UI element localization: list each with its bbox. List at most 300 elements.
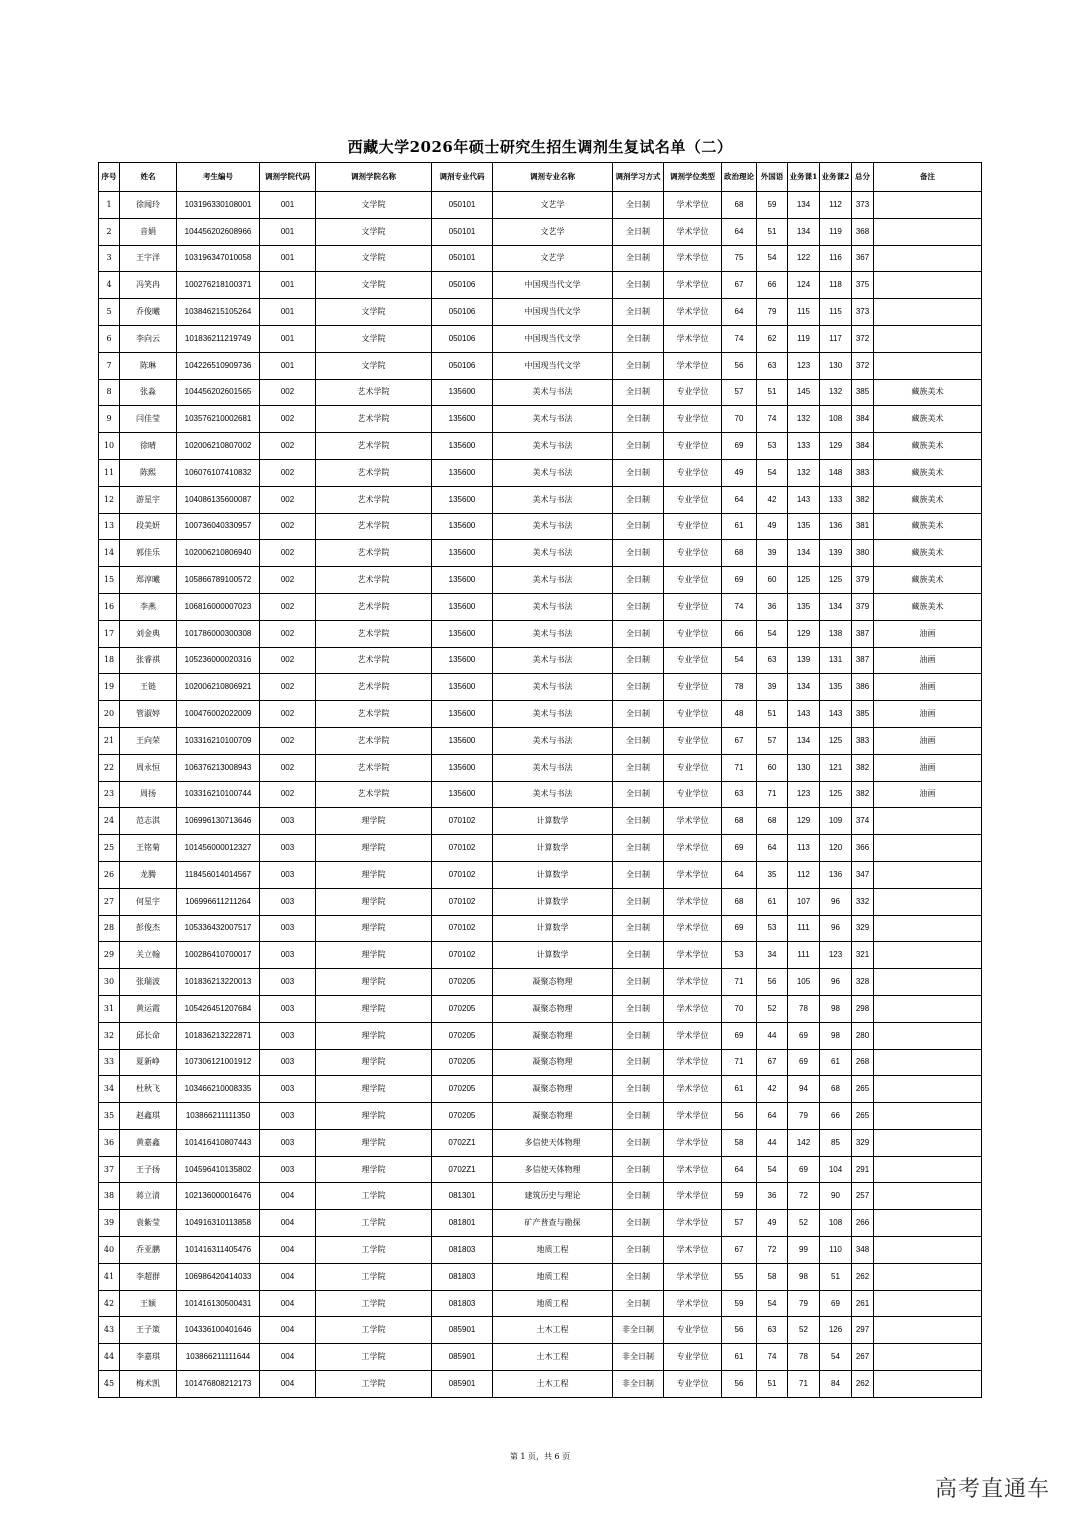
cell-total: 265 bbox=[852, 1076, 874, 1103]
cell-course-1: 134 bbox=[788, 674, 820, 701]
cell-total: 291 bbox=[852, 1156, 874, 1183]
cell-major-name: 凝聚态物理 bbox=[493, 995, 613, 1022]
cell-course-2: 69 bbox=[820, 1290, 852, 1317]
cell-exam-id: 100286410700017 bbox=[177, 942, 260, 969]
cell-study-mode: 全日制 bbox=[613, 406, 664, 433]
cell-foreign-language: 61 bbox=[757, 888, 788, 915]
cell-politics: 75 bbox=[722, 245, 757, 272]
cell-major-name: 美术与书法 bbox=[493, 459, 613, 486]
cell-study-mode: 全日制 bbox=[613, 808, 664, 835]
table-row bbox=[99, 1156, 982, 1183]
cell-exam-id: 105336432007517 bbox=[177, 915, 260, 942]
cell-course-2: 108 bbox=[820, 406, 852, 433]
cell-college-name: 工学院 bbox=[316, 1263, 432, 1290]
cell-remarks bbox=[874, 1156, 982, 1183]
cell-study-mode: 全日制 bbox=[613, 352, 664, 379]
cell-degree-type: 专业学位 bbox=[664, 406, 722, 433]
cell-politics: 74 bbox=[722, 593, 757, 620]
cell-politics: 64 bbox=[722, 1156, 757, 1183]
cell-seq: 28 bbox=[99, 915, 120, 942]
cell-politics: 61 bbox=[722, 513, 757, 540]
cell-remarks bbox=[874, 1263, 982, 1290]
cell-politics: 49 bbox=[722, 459, 757, 486]
cell-study-mode: 非全日制 bbox=[613, 1344, 664, 1371]
cell-total: 332 bbox=[852, 888, 874, 915]
cell-seq: 24 bbox=[99, 808, 120, 835]
cell-major-name: 地质工程 bbox=[493, 1290, 613, 1317]
cell-remarks bbox=[874, 1183, 982, 1210]
cell-major-code: 135600 bbox=[432, 379, 493, 406]
cell-name: 郭佳乐 bbox=[120, 540, 177, 567]
cell-study-mode: 全日制 bbox=[613, 647, 664, 674]
cell-study-mode: 全日制 bbox=[613, 1183, 664, 1210]
cell-total: 297 bbox=[852, 1317, 874, 1344]
cell-foreign-language: 53 bbox=[757, 433, 788, 460]
cell-college-code: 001 bbox=[260, 218, 316, 245]
cell-major-name: 凝聚态物理 bbox=[493, 1103, 613, 1130]
cell-major-code: 070205 bbox=[432, 995, 493, 1022]
cell-major-name: 多信使天体物理 bbox=[493, 1156, 613, 1183]
cell-seq: 35 bbox=[99, 1103, 120, 1130]
cell-degree-type: 专业学位 bbox=[664, 567, 722, 594]
cell-degree-type: 学术学位 bbox=[664, 218, 722, 245]
cell-exam-id: 103316210100709 bbox=[177, 727, 260, 754]
header-college-name: 调剂学院名称 bbox=[316, 163, 432, 192]
cell-exam-id: 101836213222871 bbox=[177, 1022, 260, 1049]
cell-degree-type: 学术学位 bbox=[664, 245, 722, 272]
cell-exam-id: 103846215105264 bbox=[177, 299, 260, 326]
cell-course-2: 143 bbox=[820, 701, 852, 728]
cell-remarks bbox=[874, 192, 982, 219]
cell-politics: 68 bbox=[722, 888, 757, 915]
cell-major-code: 135600 bbox=[432, 593, 493, 620]
table-row bbox=[99, 1210, 982, 1237]
cell-college-name: 艺术学院 bbox=[316, 540, 432, 567]
cell-course-1: 139 bbox=[788, 647, 820, 674]
cell-degree-type: 学术学位 bbox=[664, 1263, 722, 1290]
header-major-name: 调剂专业名称 bbox=[493, 163, 613, 192]
cell-name: 周扬 bbox=[120, 781, 177, 808]
cell-seq: 18 bbox=[99, 647, 120, 674]
cell-total: 382 bbox=[852, 486, 874, 513]
cell-study-mode: 全日制 bbox=[613, 192, 664, 219]
cell-name: 关立翰 bbox=[120, 942, 177, 969]
cell-study-mode: 全日制 bbox=[613, 1049, 664, 1076]
cell-total: 261 bbox=[852, 1290, 874, 1317]
cell-major-name: 凝聚态物理 bbox=[493, 1049, 613, 1076]
cell-total: 384 bbox=[852, 433, 874, 460]
cell-course-1: 134 bbox=[788, 540, 820, 567]
cell-course-2: 85 bbox=[820, 1129, 852, 1156]
cell-exam-id: 102006210807002 bbox=[177, 433, 260, 460]
cell-remarks: 油画 bbox=[874, 647, 982, 674]
cell-study-mode: 全日制 bbox=[613, 567, 664, 594]
cell-degree-type: 学术学位 bbox=[664, 1156, 722, 1183]
cell-seq: 11 bbox=[99, 459, 120, 486]
cell-exam-id: 101836211219749 bbox=[177, 325, 260, 352]
cell-college-name: 艺术学院 bbox=[316, 406, 432, 433]
cell-college-code: 003 bbox=[260, 1049, 316, 1076]
cell-college-code: 003 bbox=[260, 861, 316, 888]
cell-remarks bbox=[874, 995, 982, 1022]
cell-course-1: 129 bbox=[788, 808, 820, 835]
cell-exam-id: 106376213008943 bbox=[177, 754, 260, 781]
cell-total: 374 bbox=[852, 808, 874, 835]
cell-remarks bbox=[874, 942, 982, 969]
cell-course-1: 129 bbox=[788, 620, 820, 647]
cell-degree-type: 专业学位 bbox=[664, 593, 722, 620]
cell-total: 385 bbox=[852, 379, 874, 406]
cell-major-name: 凝聚态物理 bbox=[493, 969, 613, 996]
cell-course-2: 51 bbox=[820, 1263, 852, 1290]
cell-name: 乔亚鹏 bbox=[120, 1237, 177, 1264]
cell-seq: 21 bbox=[99, 727, 120, 754]
cell-study-mode: 全日制 bbox=[613, 1237, 664, 1264]
cell-foreign-language: 74 bbox=[757, 1344, 788, 1371]
cell-college-code: 001 bbox=[260, 299, 316, 326]
cell-degree-type: 学术学位 bbox=[664, 1076, 722, 1103]
cell-politics: 59 bbox=[722, 1290, 757, 1317]
cell-college-code: 001 bbox=[260, 325, 316, 352]
table-row bbox=[99, 1049, 982, 1076]
cell-foreign-language: 39 bbox=[757, 540, 788, 567]
cell-course-1: 99 bbox=[788, 1237, 820, 1264]
cell-major-name: 美术与书法 bbox=[493, 513, 613, 540]
cell-college-name: 艺术学院 bbox=[316, 567, 432, 594]
cell-remarks: 藏族美术 bbox=[874, 486, 982, 513]
cell-remarks bbox=[874, 808, 982, 835]
cell-name: 范志淇 bbox=[120, 808, 177, 835]
table-row bbox=[99, 1076, 982, 1103]
cell-major-code: 0702Z1 bbox=[432, 1156, 493, 1183]
cell-study-mode: 全日制 bbox=[613, 1022, 664, 1049]
cell-college-name: 理学院 bbox=[316, 1129, 432, 1156]
cell-study-mode: 全日制 bbox=[613, 888, 664, 915]
cell-major-code: 135600 bbox=[432, 513, 493, 540]
table-row bbox=[99, 727, 982, 754]
cell-major-name: 文艺学 bbox=[493, 218, 613, 245]
cell-seq: 3 bbox=[99, 245, 120, 272]
cell-degree-type: 专业学位 bbox=[664, 781, 722, 808]
table-row bbox=[99, 299, 982, 326]
cell-college-code: 001 bbox=[260, 245, 316, 272]
cell-seq: 5 bbox=[99, 299, 120, 326]
cell-exam-id: 100476002022009 bbox=[177, 701, 260, 728]
table-row bbox=[99, 245, 982, 272]
cell-exam-id: 106986420414033 bbox=[177, 1263, 260, 1290]
cell-seq: 2 bbox=[99, 218, 120, 245]
cell-course-1: 107 bbox=[788, 888, 820, 915]
cell-major-name: 中国现当代文学 bbox=[493, 325, 613, 352]
cell-name: 黄嘉鑫 bbox=[120, 1129, 177, 1156]
cell-foreign-language: 51 bbox=[757, 701, 788, 728]
cell-degree-type: 学术学位 bbox=[664, 272, 722, 299]
cell-college-name: 工学院 bbox=[316, 1317, 432, 1344]
table-row bbox=[99, 218, 982, 245]
cell-study-mode: 全日制 bbox=[613, 459, 664, 486]
table-row bbox=[99, 808, 982, 835]
cell-remarks: 藏族美术 bbox=[874, 593, 982, 620]
cell-study-mode: 全日制 bbox=[613, 1210, 664, 1237]
table-row bbox=[99, 995, 982, 1022]
cell-total: 379 bbox=[852, 567, 874, 594]
cell-politics: 69 bbox=[722, 567, 757, 594]
table-row bbox=[99, 406, 982, 433]
cell-name: 王颖 bbox=[120, 1290, 177, 1317]
table-row bbox=[99, 942, 982, 969]
cell-total: 379 bbox=[852, 593, 874, 620]
cell-course-2: 117 bbox=[820, 325, 852, 352]
cell-major-code: 085901 bbox=[432, 1371, 493, 1398]
cell-major-name: 美术与书法 bbox=[493, 486, 613, 513]
header-foreign-language: 外国语 bbox=[757, 163, 788, 192]
cell-college-name: 工学院 bbox=[316, 1183, 432, 1210]
cell-major-name: 凝聚态物理 bbox=[493, 1022, 613, 1049]
cell-college-name: 理学院 bbox=[316, 1049, 432, 1076]
cell-seq: 23 bbox=[99, 781, 120, 808]
table-row bbox=[99, 513, 982, 540]
cell-total: 298 bbox=[852, 995, 874, 1022]
cell-politics: 56 bbox=[722, 1317, 757, 1344]
cell-degree-type: 学术学位 bbox=[664, 325, 722, 352]
cell-college-name: 艺术学院 bbox=[316, 459, 432, 486]
cell-course-1: 123 bbox=[788, 352, 820, 379]
cell-college-name: 理学院 bbox=[316, 1076, 432, 1103]
cell-degree-type: 学术学位 bbox=[664, 299, 722, 326]
cell-seq: 13 bbox=[99, 513, 120, 540]
cell-exam-id: 100276218100371 bbox=[177, 272, 260, 299]
cell-degree-type: 学术学位 bbox=[664, 888, 722, 915]
cell-degree-type: 学术学位 bbox=[664, 192, 722, 219]
cell-major-name: 美术与书法 bbox=[493, 567, 613, 594]
cell-college-code: 004 bbox=[260, 1344, 316, 1371]
cell-college-code: 002 bbox=[260, 459, 316, 486]
table-row bbox=[99, 1317, 982, 1344]
header-degree-type: 调剂学位类型 bbox=[664, 163, 722, 192]
cell-course-2: 123 bbox=[820, 942, 852, 969]
cell-major-code: 135600 bbox=[432, 701, 493, 728]
cell-name: 龙腾 bbox=[120, 861, 177, 888]
table-row bbox=[99, 647, 982, 674]
table-header-row bbox=[99, 163, 982, 192]
cell-major-code: 135600 bbox=[432, 459, 493, 486]
cell-remarks bbox=[874, 1344, 982, 1371]
cell-major-name: 美术与书法 bbox=[493, 647, 613, 674]
cell-exam-id: 102006210806921 bbox=[177, 674, 260, 701]
cell-exam-id: 105426451207684 bbox=[177, 995, 260, 1022]
cell-college-name: 艺术学院 bbox=[316, 674, 432, 701]
cell-college-name: 文学院 bbox=[316, 245, 432, 272]
cell-foreign-language: 49 bbox=[757, 1210, 788, 1237]
cell-course-1: 122 bbox=[788, 245, 820, 272]
cell-major-name: 美术与书法 bbox=[493, 727, 613, 754]
table-row bbox=[99, 1344, 982, 1371]
cell-politics: 69 bbox=[722, 915, 757, 942]
cell-study-mode: 全日制 bbox=[613, 915, 664, 942]
cell-major-code: 070102 bbox=[432, 888, 493, 915]
cell-college-code: 002 bbox=[260, 647, 316, 674]
cell-degree-type: 专业学位 bbox=[664, 1317, 722, 1344]
cell-college-code: 003 bbox=[260, 1156, 316, 1183]
cell-foreign-language: 60 bbox=[757, 567, 788, 594]
cell-politics: 69 bbox=[722, 1022, 757, 1049]
cell-major-code: 0702Z1 bbox=[432, 1129, 493, 1156]
table-row bbox=[99, 1022, 982, 1049]
cell-course-1: 72 bbox=[788, 1183, 820, 1210]
cell-politics: 59 bbox=[722, 1183, 757, 1210]
cell-remarks: 藏族美术 bbox=[874, 433, 982, 460]
cell-exam-id: 103466210008335 bbox=[177, 1076, 260, 1103]
cell-major-code: 050101 bbox=[432, 192, 493, 219]
cell-exam-id: 105866789100572 bbox=[177, 567, 260, 594]
cell-name: 王宇洋 bbox=[120, 245, 177, 272]
cell-degree-type: 专业学位 bbox=[664, 459, 722, 486]
cell-course-1: 143 bbox=[788, 701, 820, 728]
cell-degree-type: 专业学位 bbox=[664, 433, 722, 460]
cell-politics: 48 bbox=[722, 701, 757, 728]
cell-study-mode: 全日制 bbox=[613, 1076, 664, 1103]
cell-course-2: 133 bbox=[820, 486, 852, 513]
table-row bbox=[99, 835, 982, 862]
cell-exam-id: 103196330108001 bbox=[177, 192, 260, 219]
cell-college-name: 理学院 bbox=[316, 995, 432, 1022]
cell-course-1: 69 bbox=[788, 1049, 820, 1076]
cell-foreign-language: 62 bbox=[757, 325, 788, 352]
cell-course-1: 132 bbox=[788, 406, 820, 433]
cell-foreign-language: 35 bbox=[757, 861, 788, 888]
watermark: 高考直通车 bbox=[934, 1477, 1050, 1502]
cell-politics: 68 bbox=[722, 540, 757, 567]
cell-foreign-language: 42 bbox=[757, 1076, 788, 1103]
header-name: 姓名 bbox=[120, 163, 177, 192]
cell-study-mode: 全日制 bbox=[613, 1103, 664, 1130]
cell-remarks bbox=[874, 969, 982, 996]
cell-college-code: 002 bbox=[260, 513, 316, 540]
cell-course-1: 119 bbox=[788, 325, 820, 352]
cell-major-code: 070205 bbox=[432, 1103, 493, 1130]
cell-name: 陈熙 bbox=[120, 459, 177, 486]
cell-politics: 74 bbox=[722, 325, 757, 352]
cell-total: 387 bbox=[852, 647, 874, 674]
cell-foreign-language: 49 bbox=[757, 513, 788, 540]
cell-major-name: 美术与书法 bbox=[493, 674, 613, 701]
cell-seq: 1 bbox=[99, 192, 120, 219]
cell-exam-id: 101836213220013 bbox=[177, 969, 260, 996]
cell-course-1: 135 bbox=[788, 513, 820, 540]
cell-total: 262 bbox=[852, 1371, 874, 1398]
cell-major-name: 地质工程 bbox=[493, 1237, 613, 1264]
cell-remarks bbox=[874, 1129, 982, 1156]
cell-course-2: 54 bbox=[820, 1344, 852, 1371]
cell-college-name: 理学院 bbox=[316, 808, 432, 835]
cell-college-code: 002 bbox=[260, 379, 316, 406]
cell-remarks bbox=[874, 272, 982, 299]
cell-foreign-language: 51 bbox=[757, 218, 788, 245]
cell-seq: 32 bbox=[99, 1022, 120, 1049]
cell-remarks: 油画 bbox=[874, 674, 982, 701]
cell-remarks: 油画 bbox=[874, 754, 982, 781]
cell-course-2: 98 bbox=[820, 995, 852, 1022]
cell-seq: 42 bbox=[99, 1290, 120, 1317]
cell-exam-id: 101476808212173 bbox=[177, 1371, 260, 1398]
cell-name: 蒋立清 bbox=[120, 1183, 177, 1210]
cell-major-name: 凝聚态物理 bbox=[493, 1076, 613, 1103]
cell-study-mode: 非全日制 bbox=[613, 1317, 664, 1344]
cell-politics: 64 bbox=[722, 486, 757, 513]
header-exam-id: 考生编号 bbox=[177, 163, 260, 192]
cell-major-code: 070205 bbox=[432, 969, 493, 996]
cell-seq: 19 bbox=[99, 674, 120, 701]
cell-foreign-language: 67 bbox=[757, 1049, 788, 1076]
cell-major-name: 土木工程 bbox=[493, 1344, 613, 1371]
cell-name: 乔俊曦 bbox=[120, 299, 177, 326]
cell-seq: 17 bbox=[99, 620, 120, 647]
cell-course-1: 133 bbox=[788, 433, 820, 460]
cell-total: 372 bbox=[852, 352, 874, 379]
cell-college-code: 003 bbox=[260, 808, 316, 835]
cell-name: 李向云 bbox=[120, 325, 177, 352]
cell-name: 袁紫莹 bbox=[120, 1210, 177, 1237]
table-row bbox=[99, 459, 982, 486]
cell-college-name: 艺术学院 bbox=[316, 593, 432, 620]
cell-college-code: 001 bbox=[260, 272, 316, 299]
cell-name: 游星宇 bbox=[120, 486, 177, 513]
cell-study-mode: 全日制 bbox=[613, 325, 664, 352]
cell-name: 音娟 bbox=[120, 218, 177, 245]
cell-study-mode: 全日制 bbox=[613, 701, 664, 728]
cell-major-code: 135600 bbox=[432, 727, 493, 754]
cell-seq: 39 bbox=[99, 1210, 120, 1237]
cell-course-2: 136 bbox=[820, 513, 852, 540]
cell-major-code: 050106 bbox=[432, 352, 493, 379]
page-title: 西藏大学2026年硕士研究生招生调剂生复试名单（二） bbox=[347, 138, 733, 156]
cell-remarks bbox=[874, 1210, 982, 1237]
cell-politics: 61 bbox=[722, 1344, 757, 1371]
cell-course-2: 131 bbox=[820, 647, 852, 674]
cell-major-name: 计算数学 bbox=[493, 861, 613, 888]
cell-exam-id: 102006210806940 bbox=[177, 540, 260, 567]
cell-college-code: 004 bbox=[260, 1183, 316, 1210]
cell-politics: 55 bbox=[722, 1263, 757, 1290]
cell-major-name: 美术与书法 bbox=[493, 433, 613, 460]
cell-exam-id: 104226510909736 bbox=[177, 352, 260, 379]
cell-seq: 36 bbox=[99, 1129, 120, 1156]
cell-total: 381 bbox=[852, 513, 874, 540]
cell-course-2: 61 bbox=[820, 1049, 852, 1076]
cell-major-code: 070102 bbox=[432, 808, 493, 835]
cell-name: 李超群 bbox=[120, 1263, 177, 1290]
cell-name: 徐闻玲 bbox=[120, 192, 177, 219]
cell-foreign-language: 44 bbox=[757, 1022, 788, 1049]
cell-total: 383 bbox=[852, 727, 874, 754]
cell-politics: 54 bbox=[722, 647, 757, 674]
header-politics: 政治理论 bbox=[722, 163, 757, 192]
cell-politics: 61 bbox=[722, 1076, 757, 1103]
cell-college-name: 理学院 bbox=[316, 1156, 432, 1183]
cell-study-mode: 全日制 bbox=[613, 727, 664, 754]
cell-name: 李燕 bbox=[120, 593, 177, 620]
cell-major-code: 135600 bbox=[432, 406, 493, 433]
table-row bbox=[99, 754, 982, 781]
cell-seq: 38 bbox=[99, 1183, 120, 1210]
cell-major-code: 070102 bbox=[432, 915, 493, 942]
cell-college-name: 艺术学院 bbox=[316, 620, 432, 647]
cell-total: 257 bbox=[852, 1183, 874, 1210]
cell-seq: 45 bbox=[99, 1371, 120, 1398]
cell-exam-id: 104086135600087 bbox=[177, 486, 260, 513]
cell-degree-type: 专业学位 bbox=[664, 647, 722, 674]
cell-total: 321 bbox=[852, 942, 874, 969]
